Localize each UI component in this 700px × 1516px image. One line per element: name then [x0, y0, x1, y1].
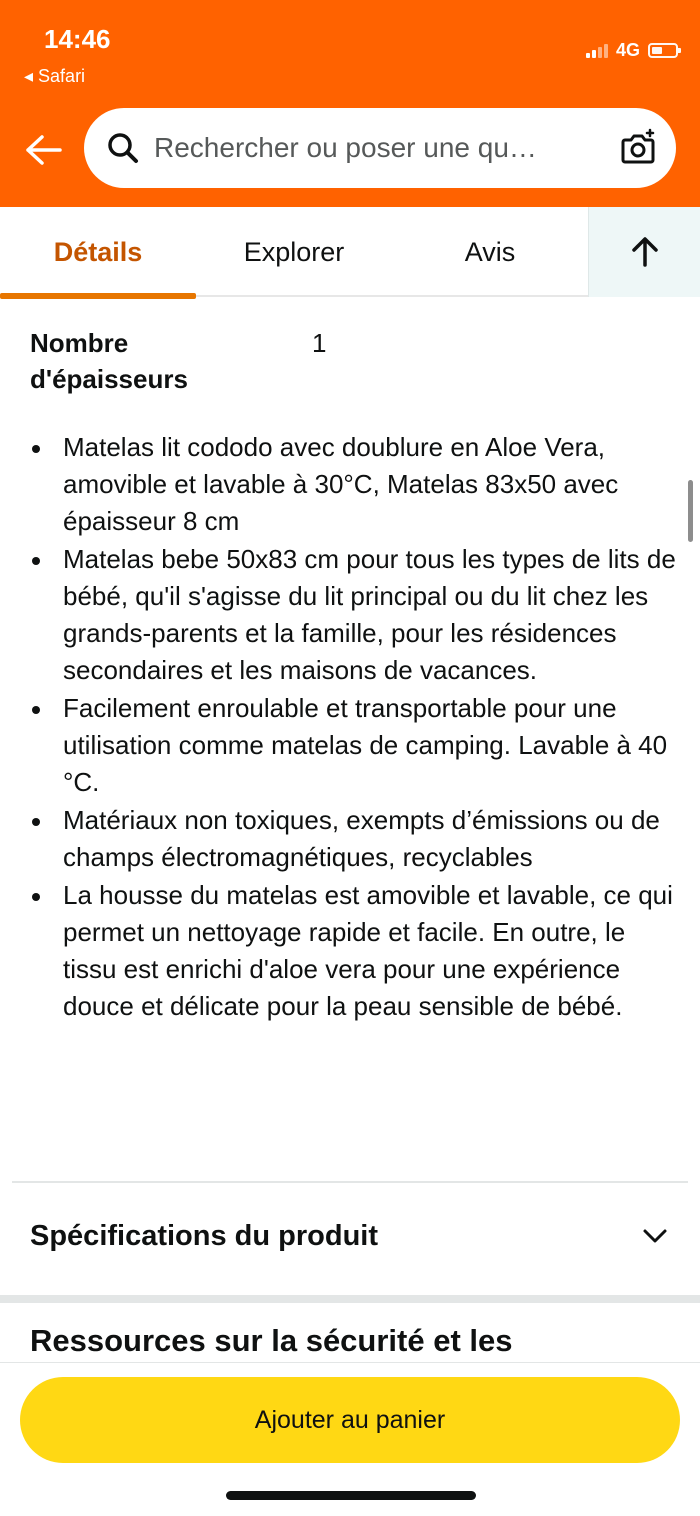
search-icon	[106, 131, 140, 165]
list-item: Facilement enroulable et transportable pour une utilisation comme matelas de camping. Lavable à 40 °C.	[30, 690, 678, 801]
list-item: La housse du matelas est amovible et lavable, ce qui permet un nettoyage rapide et facile. En outre, le tissu est enrichi d'aloe vera pour une expérience douce et délicate pour la peau sensible de bébé.	[30, 877, 678, 1025]
signal-icon	[586, 44, 608, 58]
back-to-safari-link[interactable]: ◂ Safari	[24, 66, 86, 86]
search-bar[interactable]	[84, 108, 676, 188]
safety-resources-title: Ressources sur la sécurité et les	[30, 1323, 513, 1358]
add-to-cart-button[interactable]: Ajouter au panier	[20, 1377, 680, 1463]
status-time: 14:46	[44, 24, 111, 54]
specs-title: Spécifications du produit	[30, 1219, 379, 1252]
list-item: Matelas lit cododo avec doublure en Aloe Vera, amovible et lavable à 30°C, Matelas 83x50 avec épaisseur 8 cm	[30, 429, 678, 540]
chevron-down-icon	[640, 1221, 670, 1251]
product-tabs	[0, 207, 700, 297]
tab-details[interactable]: Détails	[53, 236, 143, 267]
list-item: Matelas bebe 50x83 cm pour tous les types de lits de bébé, qu'il s'agisse du lit principal ou du lit chez les grands-parents et la famille, pour les résidences secondaires et les maisons de vacances.	[30, 541, 678, 689]
bullet-dot	[32, 818, 40, 826]
feature-bullets	[30, 429, 678, 1026]
app-header	[0, 0, 700, 207]
scrollbar[interactable]	[688, 480, 693, 542]
tab-explore[interactable]: Explorer	[243, 236, 345, 267]
section-divider	[0, 1295, 700, 1303]
back-arrow-icon[interactable]	[22, 126, 64, 174]
home-indicator[interactable]	[226, 1491, 476, 1500]
network-label: 4G	[615, 40, 640, 60]
list-item: Matériaux non toxiques, exempts d’émissions ou de champs électromagnétiques, recyclables	[30, 802, 678, 876]
bullet-dot	[32, 893, 40, 901]
bullet-dot	[32, 557, 40, 565]
search-input[interactable]	[154, 132, 608, 164]
tab-reviews[interactable]: Avis	[464, 236, 516, 267]
attribute-value: 1	[312, 328, 327, 358]
camera-search-icon[interactable]	[618, 128, 658, 168]
bullet-dot	[32, 706, 40, 714]
divider	[12, 1181, 688, 1183]
attribute-label: Nombre d'épaisseurs	[30, 328, 188, 394]
status-indicators	[586, 40, 678, 61]
active-tab-indicator	[0, 293, 196, 299]
bullet-dot	[32, 445, 40, 453]
scroll-to-top-button[interactable]	[588, 207, 700, 297]
battery-icon	[648, 43, 678, 58]
bottom-action-bar	[0, 1362, 700, 1516]
arrow-up-icon	[631, 236, 659, 268]
product-specs-accordion[interactable]	[0, 1193, 700, 1279]
